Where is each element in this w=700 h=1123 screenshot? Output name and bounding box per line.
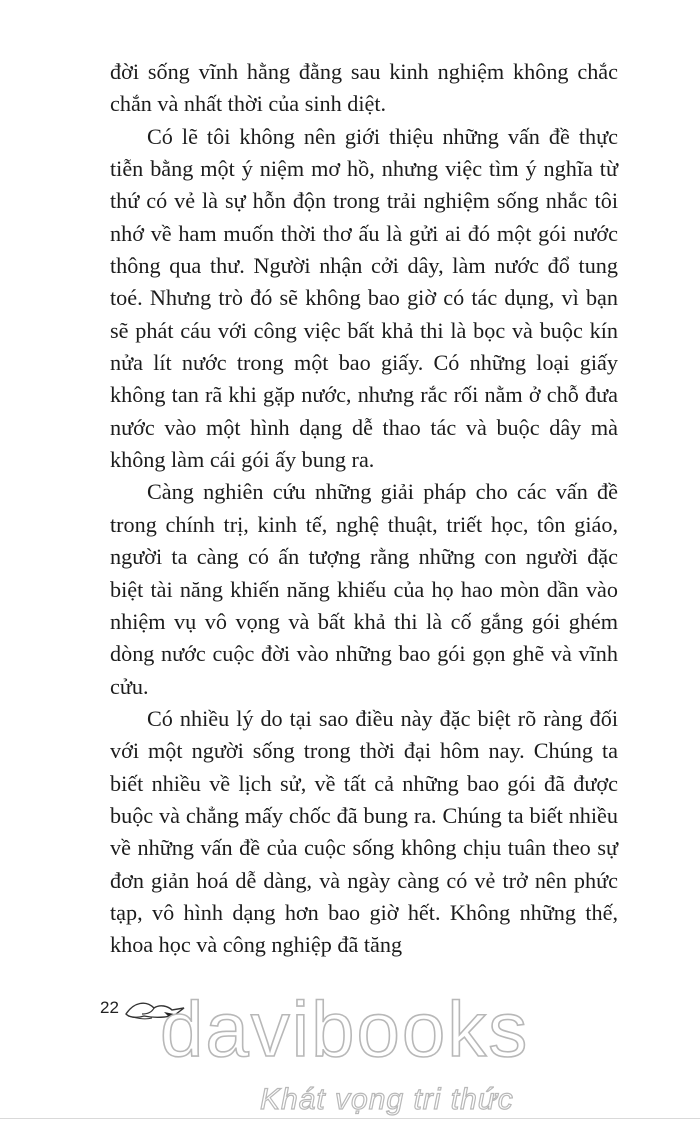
paragraph: Có lẽ tôi không nên giới thiệu những vấn đề thực tiễn bằng một ý niệm mơ hồ, nhưng việc tìm ý nghĩa từ thứ có vẻ là sự hỗn độn trong trải nghiệm sống nhắc tôi nhớ về ham muốn thời thơ ấu là gửi ai đó một gói nước thông qua thư. Người nhận cởi dây, làm nước đổ tung toé. Nhưng trò đó sẽ không bao giờ có tác dụng, vì bạn sẽ phát cáu với công việc bất khả thi là bọc và buộc kín nửa lít nước trong một bao giấy. Có những loại giấy không tan rã khi gặp nước, nhưng rắc rối nằm ở chỗ đưa nước vào một hình dạng dễ thao tác và buộc dây mà không làm cái gói ấy bung ra.	[110, 123, 618, 473]
watermark-brand: davibooks	[160, 985, 530, 1073]
bottom-divider	[0, 1118, 700, 1119]
page-number: 22	[100, 998, 119, 1017]
paragraph: Càng nghiên cứu những giải pháp cho các vấn đề trong chính trị, kinh tế, nghệ thuật, triết học, tôn giáo, người ta càng có ấn tượng rằng những con người đặc biệt tài năng khiến năng khiếu của họ hao mòn dần vào nhiệm vụ vô vọng và bất khả thi là cố gắng gói ghém dòng nước cuộc đời vào những bao gói gọn ghẽ và vĩnh cửu.	[110, 479, 618, 699]
watermark-tagline: Khát vọng tri thức	[260, 1083, 514, 1116]
paragraph-continuation: đời sống vĩnh hằng đằng sau kinh nghiệm không chắc chắn và nhất thời của sinh diệt.	[110, 59, 618, 117]
paragraph: Có nhiều lý do tại sao điều này đặc biệt rõ ràng đối với một người sống trong thời đại hôm nay. Chúng ta biết nhiều về lịch sử, về tất cả những bao gói đã được buộc và chẳng mấy chốc đã bung ra. Chúng ta biết nhiều về những vấn đề của cuộc sống không chịu tuân theo sự đơn giản hoá dễ dàng, và ngày càng có vẻ trở nên phức tạp, vô hình dạng hơn bao giờ hết. Không những thế, khoa học và công nghiệp đã tăng	[110, 705, 618, 958]
body-text	[110, 56, 618, 962]
